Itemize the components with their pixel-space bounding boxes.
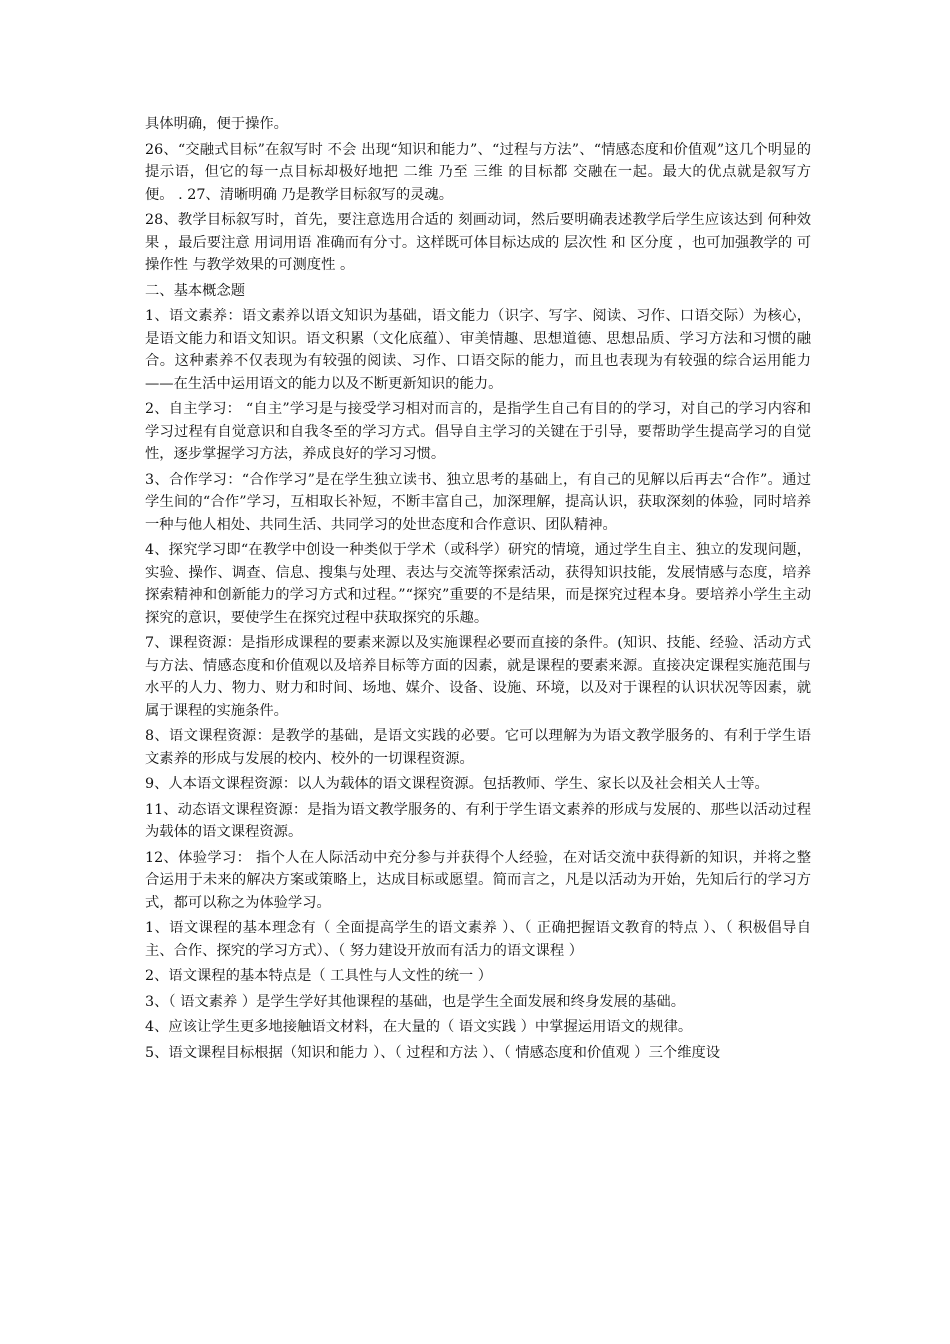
paragraph-concept-9: 9、人本语文课程资源：以人为载体的语文课程资源。包括教师、学生、家长以及社会相关人士等。: [145, 776, 769, 792]
paragraph-fill-1: 1、语文课程的基本理念有（ 全面提高学生的语文素养 ）、（ 正确把握语文教育的特点 ）、（ 积极倡导自主、合作、探究的学习方式）、（ 努力建设开放而有活力的语文课程 ）: [145, 920, 811, 959]
document-page: [145, 113, 811, 1067]
paragraph-concept-4: 4、探究学习即“在教学中创设一种类似于学术（或科学）研究的情境，通过学生自主、独立的发现问题，实验、操作、调查、信息、搜集与处理、表达与交流等探索活动，获得知识技能，发展情感与态度，培养探索精神和创新能力的学习方式和过程。”“探究”重要的不是结果，而是探究过程本身。要培养小学生主动探究的意识，要使学生在探究过程中获取探究的乐趣。: [145, 542, 811, 626]
paragraph-concept-3: 3、合作学习：“合作学习”是在学生独立读书、独立思考的基础上，有自己的见解以后再去“合作”。通过学生间的“合作”学习，互相取长补短，不断丰富自己，加深理解，提高认识，获取深刻的体验，同时培养一种与他人相处、共同生活、共同学习的处世态度和合作意识、团队精神。: [145, 471, 811, 533]
paragraph-fill-3: 3、（ 语文素养 ）是学生学好其他课程的基础，也是学生全面发展和终身发展的基础。: [145, 993, 686, 1010]
section-heading-basic-concepts: 二、基本概念题: [145, 282, 246, 299]
paragraph-concept-2: 2、自主学习： “自主”学习是与接受学习相对而言的，是指学生自己有目的的学习，对自己的学习内容和学习过程有自觉意识和自我冬至的学习方式。倡导自主学习的关键在于引导，要帮助学生提高学习的自觉性，逐步掌握学习方法，养成良好的学习习惯。: [145, 401, 811, 462]
paragraph-concept-8: 8、语文课程资源：是教学的基础，是语文实践的必要。它可以理解为为语文教学服务的、有利于学生语文素养的形成与发展的校内、校外的一切课程资源。: [145, 728, 811, 767]
paragraph-concept-12: 12、体验学习： 指个人在人际活动中充分参与并获得个人经验，在对话交流中获得新的知识，并将之整合运用于未来的解决方案或策略上，达成目标或愿望。简而言之，凡是以活动为开始，先知后行的学习方式，都可以称之为体验学习。: [145, 849, 811, 911]
paragraph-fill-5: 5、语文课程目标根据（知识和能力 ）、（ 过程和方法 ）、（ 情感态度和价值观 ）三个维度设: [145, 1044, 721, 1061]
paragraph-concept-7: 7、课程资源：是指形成课程的要素来源以及实施课程必要而直接的条件。(知识、技能、经验、活动方式与方法、情感态度和价值观以及培养目标等方面的因素，就是课程的要素来源。直接决定课程实施范围与水平的人力、物力、财力和时间、场地、媒介、设备、设施、环境，以及对于课程的认识状况等因素，就属于课程的实施条件。: [145, 635, 811, 719]
paragraph-fill-4: 4、应该让学生更多地接触语文材料，在大量的（ 语文实践 ）中掌握运用语文的规律。: [145, 1019, 693, 1035]
paragraph-continuation: 具体明确，便于操作。: [145, 116, 288, 132]
paragraph-concept-11: 11、动态语文课程资源：是指为语文教学服务的、有利于学生语文素养的形成与发展的、那些以活动过程为载体的语文课程资源。: [145, 801, 811, 840]
paragraph-fill-2: 2、语文课程的基本特点是（ 工具性与人文性的统一 ）: [145, 968, 493, 984]
paragraph-concept-1: 1、语文素养：语文素养以语文知识为基础，语文能力（识字、写字、阅读、习作、口语交际）为核心，是语文能力和语文知识。语文积累（文化底蕴）、审美情趣、思想道德、思想品质、学习方法和习惯的融合。这种素养不仅表现为有较强的阅读、习作、口语交际的能力，而且也表现为有较强的综合运用能力——在生活中运用语文的能力以及不断更新知识的能力。: [145, 308, 811, 392]
paragraph-item-26: 26、“交融式目标”在叙写时 不会 出现“知识和能力”、“过程与方法”、“情感态度和价值观”这几个明显的提示语，但它的每一点目标却极好地把 二维 乃至 三维 的目标都 交融在一起。最大的优点就是叙写方便。 . 27、清晰明确 乃是教学目标叙写的灵魂。: [145, 141, 811, 203]
paragraph-item-28: 28、教学目标叙写时，首先，要注意选用合适的 刻画动词，然后要明确表述教学后学生应该达到 何种效果 ，最后要注意 用词用语 准确而有分寸。这样既可体目标达成的 层次性 和 区分度 ，也可加强教学的 可操作性 与教学效果的可测度性 。: [145, 212, 811, 273]
